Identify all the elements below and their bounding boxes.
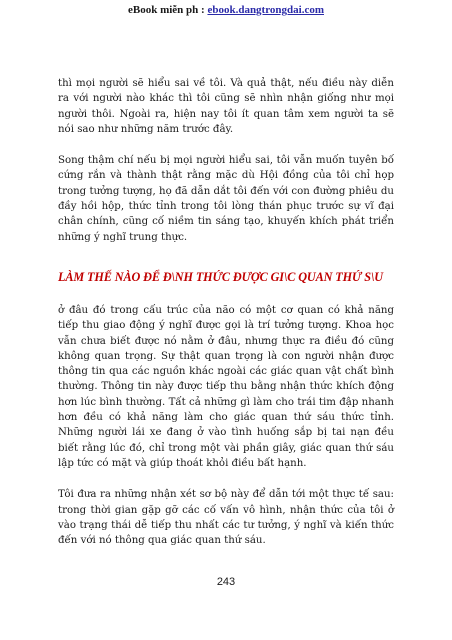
section-heading: LÀM THẾ NÀO ĐỂ Đ\NH THỨC ĐƯỢC GI\C QUAN THỨ S\U [58,269,383,284]
page-body [58,76,394,564]
body-paragraph: Song thậm chí nếu bị mọi người hiểu sai, tôi vẫn muốn tuyên bố cứng rắn và thành thật rằng mặc dù Hội đồng của tôi chỉ họp trong tưởng tượng, họ đã dẫn dắt tôi đến với con đường phiêu du đầy hồi hộp, thức tỉnh trong tôi lòng thán phục trước sự vĩ đại chân chính, cũng cố niềm tin sáng tạo, khuyến khích phát triển những ý nghĩ trung thực. [58,155,394,243]
page-number: 243 [216,576,236,588]
body-paragraph: Tôi đưa ra những nhận xét sơ bộ này để dẫn tới một thực tế sau: trong thời gian gặp gỡ các cố vấn vô hình, nhận thức của tôi ở vào trạng thái dễ tiếp thu nhất các tư tưởng, ý nghĩ và kiến thức đến với nó thông qua giác quan thứ sáu. [58,489,394,547]
body-paragraph: thì mọi người sẽ hiểu sai về tôi. Và quả thật, nếu điều này diễn ra với người nào khác thì tôi cũng sẽ nhìn nhận giống như mọi người thôi. Ngoài ra, hiện nay tôi ít quan tâm xem người ta sẽ nói sao như những năm trước đây. [58,78,394,135]
page-header [0,3,452,17]
header-link[interactable]: ebook.dangtrongdai.com [207,4,324,16]
header-prefix: eBook miễn ph : [127,4,208,16]
body-paragraph: ở đâu đó trong cấu trúc của não có một cơ quan có khả năng tiếp thu giao động ý nghĩ được gọi là trí tưởng tượng. Khoa học vẫn chưa biết được nó nằm ở đâu, nhưng thực ra điều đó cũng không quan trọng. Sự thật quan trọng là con người nhận được thông tin qua các nguồn khác ngoài các giác quan vật chất bình thường. Thông tin này được tiếp thu bằng nhận thức khích động hơn lúc bình thường. Tất cả những gì làm cho trái tim đập nhanh hơn đều có khả năng làm cho giác quan thứ sáu thức tỉnh. Những người lái xe đang ở vào tình huống sắp bị tai nạn đều biết rằng lúc đó, chỉ trong một vài phần giây, giác quan thứ sáu lập tức có mặt và giúp thoát khỏi điều bất hạnh. [58,304,394,469]
